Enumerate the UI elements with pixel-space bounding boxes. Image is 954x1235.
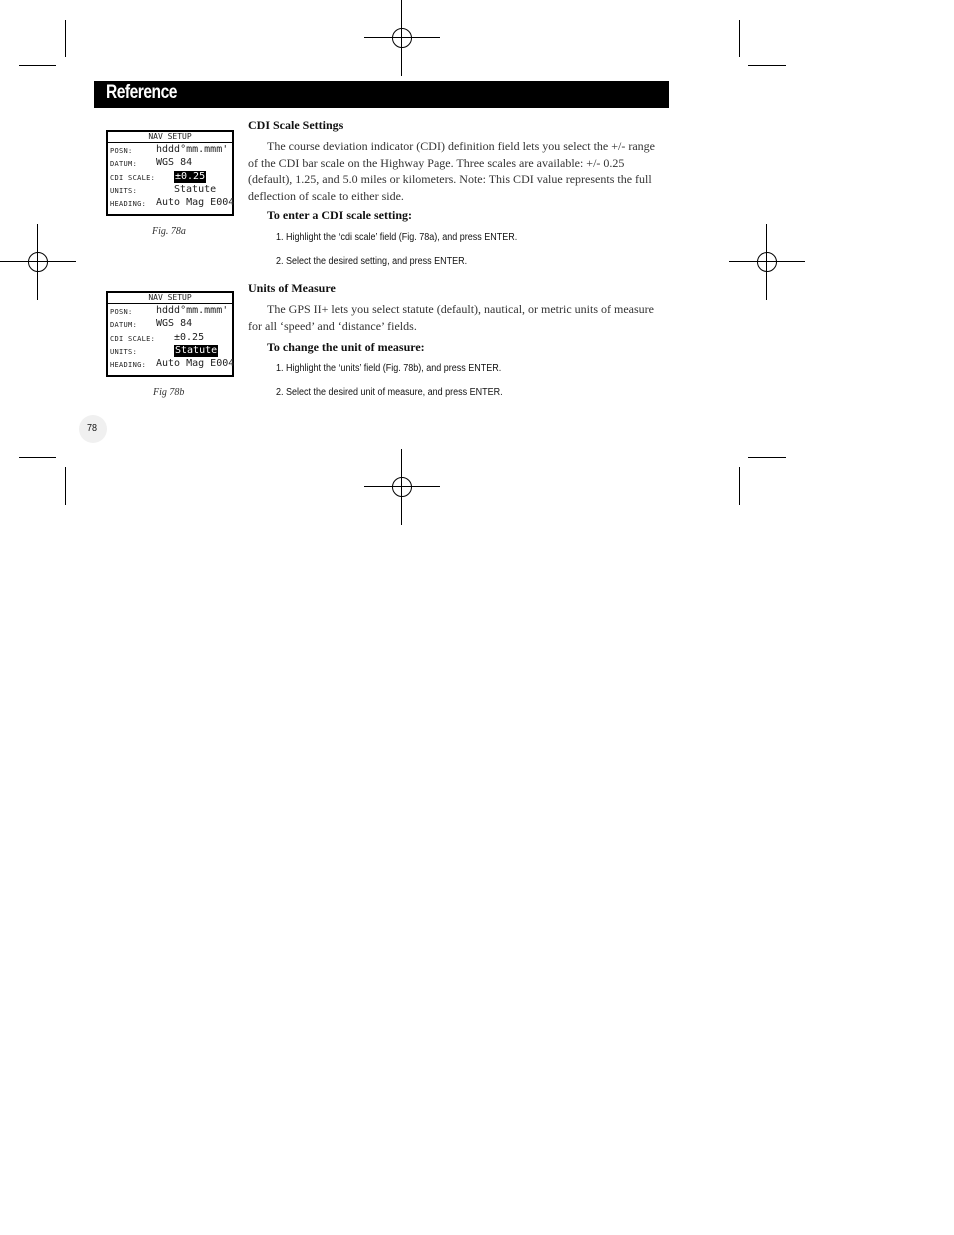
screen-title: NAV SETUP <box>108 293 232 304</box>
heading-row <box>110 358 235 371</box>
cdi-scale-value-highlighted: ±0.25 <box>175 171 206 182</box>
registration-mark-bottom <box>364 449 440 525</box>
registration-mark-top <box>364 0 440 76</box>
section-title-units: Units of Measure <box>248 281 336 295</box>
subheading-enter-cdi: To enter a CDI scale setting: <box>267 208 412 222</box>
step-item: 2. Select the desired unit of measure, and press ENTER. <box>276 387 503 398</box>
section-header-title: Reference <box>106 82 177 103</box>
cdi-scale-label: CDI SCALE: <box>110 174 156 182</box>
heading-value: Auto Mag E004 <box>156 197 235 208</box>
step-item: 2. Select the desired setting, and press ENTER. <box>276 256 468 267</box>
units-row <box>110 345 232 358</box>
heading-row <box>110 197 235 210</box>
crop-mark <box>65 20 66 57</box>
crop-mark <box>19 457 56 458</box>
cdi-scale-value: ±0.25 <box>174 332 205 343</box>
section-paragraph-cdi-scale: The course deviation indicator (CDI) definition field lets you select the +/- range of the CDI bar scale on the Highway Page. Three scales are available: +/- 0.25 (default), 1.25, and 5.0 miles or kilometers. Note: This CDI value represents the full deflection of scale to either side. <box>248 139 655 203</box>
section-paragraph-units: The GPS II+ lets you select statute (default), nautical, or metric units of measure for all ‘speed’ and ‘distance’ fields. <box>248 302 654 333</box>
crop-mark <box>748 457 786 458</box>
posn-row <box>110 305 232 318</box>
datum-row <box>110 318 232 331</box>
crop-mark <box>19 65 56 66</box>
cdi-scale-row <box>110 171 232 184</box>
crop-mark <box>739 20 740 57</box>
datum-label: DATUM: <box>110 160 138 168</box>
datum-label: DATUM: <box>110 321 138 329</box>
posn-value: hddd°mm.mmm' <box>156 305 229 316</box>
units-label: UNITS: <box>110 348 138 356</box>
datum-value: WGS 84 <box>156 157 193 168</box>
registration-mark-left <box>0 224 76 300</box>
posn-row <box>110 144 232 157</box>
units-value: Statute <box>174 184 217 195</box>
nav-setup-screen-78a <box>106 130 234 216</box>
datum-value: WGS 84 <box>156 318 193 329</box>
posn-label: POSN: <box>110 308 133 316</box>
section-title-cdi-scale: CDI Scale Settings <box>248 118 344 132</box>
figure-caption-78a: Fig. 78a <box>152 226 186 237</box>
units-label: UNITS: <box>110 187 138 195</box>
section-header-bar <box>94 81 669 108</box>
step-item: 1. Highlight the ‘cdi scale’ field (Fig. 78a), and press ENTER. <box>276 232 518 243</box>
heading-label: HEADING: <box>110 361 147 369</box>
crop-mark <box>748 65 786 66</box>
figure-caption-78b: Fig 78b <box>153 387 185 398</box>
page-number: 78 <box>87 423 98 434</box>
cdi-scale-label: CDI SCALE: <box>110 335 156 343</box>
step-item: 1. Highlight the ‘units’ field (Fig. 78b), and press ENTER. <box>276 363 502 374</box>
posn-value: hddd°mm.mmm' <box>156 144 229 155</box>
registration-mark-right <box>729 224 805 300</box>
heading-label: HEADING: <box>110 200 147 208</box>
nav-setup-screen-78b <box>106 291 234 377</box>
units-value-highlighted: Statute <box>175 345 218 356</box>
screen-title: NAV SETUP <box>108 132 232 143</box>
posn-label: POSN: <box>110 147 133 155</box>
heading-value: Auto Mag E004 <box>156 358 235 369</box>
units-row <box>110 184 232 197</box>
cdi-scale-row <box>110 332 232 345</box>
crop-mark <box>739 467 740 505</box>
datum-row <box>110 157 232 170</box>
subheading-change-units: To change the unit of measure: <box>267 340 425 354</box>
crop-mark <box>65 467 66 505</box>
